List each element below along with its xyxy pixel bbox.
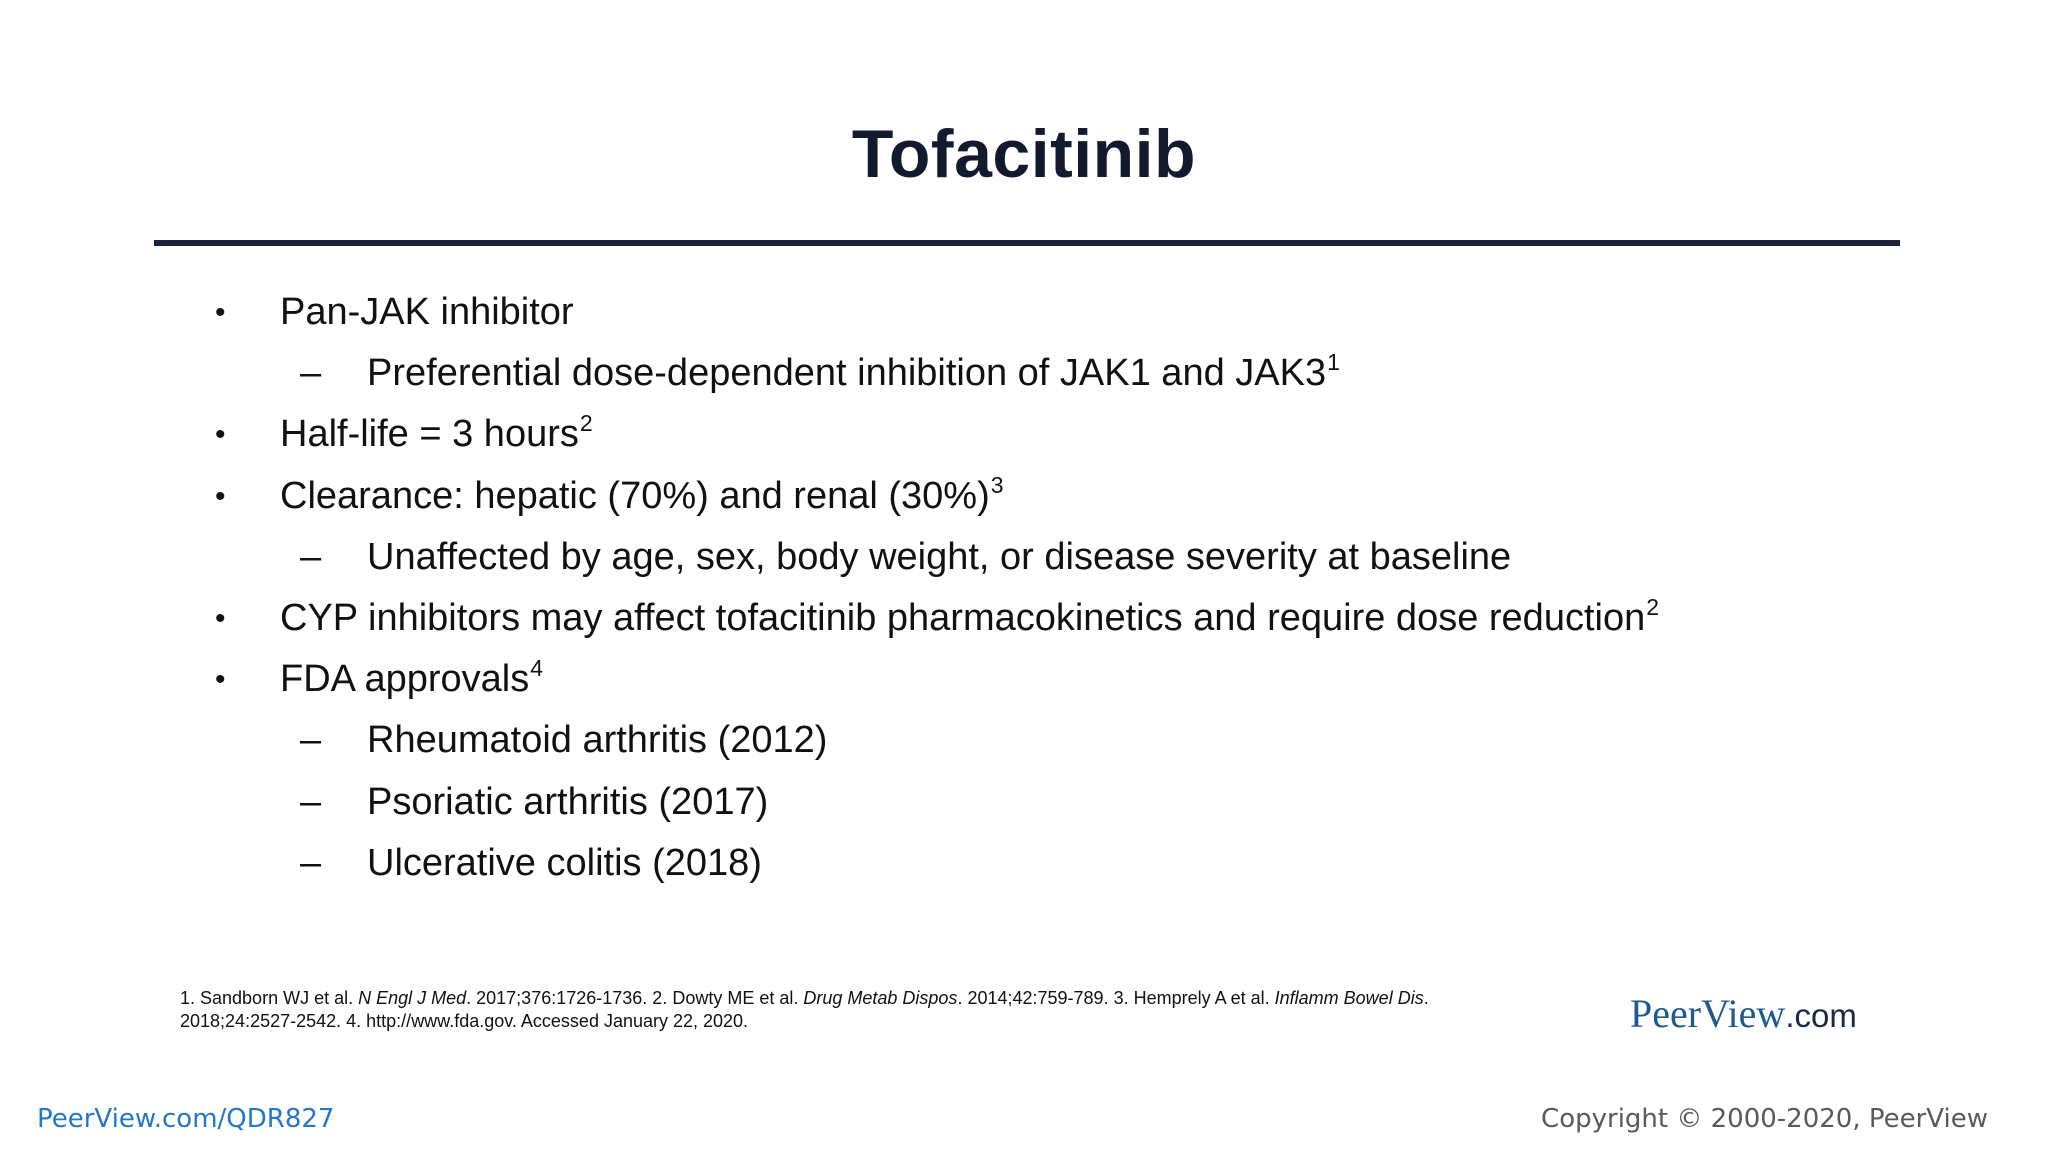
- bullet-marker: •: [215, 663, 226, 697]
- bullet-text-body: Pan-JAK inhibitor: [280, 291, 574, 333]
- logo-main-text: PeerView: [1630, 991, 1786, 1036]
- reference-superscript: 4: [530, 655, 544, 682]
- bullet-text: [367, 343, 1340, 404]
- reference-journal: Drug Metab Dispos: [803, 988, 958, 1008]
- bullet-text-body: Psoriatic arthritis (2017): [367, 780, 769, 823]
- bullet-marker: •: [215, 418, 226, 452]
- reference-journal: Inflamm Bowel Dis: [1274, 988, 1424, 1008]
- reference-text: 2018;24:2527-2542. 4. http://www.fda.gov. Accessed January 22, 2020.: [180, 1011, 749, 1031]
- dash-marker: –: [300, 841, 322, 884]
- bullet-text-body: CYP inhibitors may affect tofacitinib pharmacokinetics and require dose reduction: [280, 596, 1646, 639]
- footer-activity-link[interactable]: PeerView.com/QDR827: [37, 1104, 335, 1134]
- bullet-text: [280, 466, 1004, 527]
- bullet-text: [280, 282, 574, 343]
- sub-bullet-item: [0, 772, 2048, 833]
- reference-superscript: 3: [990, 471, 1004, 498]
- bullet-text-body: Half-life = 3 hours: [280, 413, 579, 456]
- dash-marker: –: [300, 535, 322, 578]
- bullet-text: [280, 404, 593, 465]
- bullet-text-body: Rheumatoid arthritis (2012): [367, 719, 828, 762]
- bullet-text-body: Clearance: hepatic (70%) and renal (30%): [280, 474, 990, 517]
- reference-superscript: 2: [579, 410, 593, 437]
- reference-text: . 2017;376:1726-1736. 2. Dowty ME et al.: [466, 988, 804, 1008]
- bullet-marker: •: [215, 601, 226, 635]
- bullet-marker: •: [215, 296, 226, 329]
- bullet-item: [0, 588, 2048, 649]
- footer-copyright: Copyright © 2000-2020, PeerView: [1541, 1104, 1988, 1134]
- bullet-text: [367, 833, 762, 894]
- slide-title: Tofacitinib: [851, 116, 1197, 192]
- dash-marker: –: [300, 352, 322, 395]
- bullet-text: [367, 772, 768, 833]
- bullet-text-body: Unaffected by age, sex, body weight, or disease severity at baseline: [367, 535, 1512, 578]
- references: [180, 987, 1580, 1033]
- bullet-marker: •: [215, 479, 226, 513]
- sub-bullet-item: [0, 527, 2048, 588]
- sub-bullet-item: [0, 710, 2048, 771]
- reference-superscript: 1: [1327, 349, 1340, 376]
- bullet-text: [280, 588, 1659, 649]
- logo-suffix-text: .com: [1785, 997, 1857, 1034]
- bullet-text-body: Ulcerative colitis (2018): [367, 841, 762, 884]
- dash-marker: –: [300, 780, 322, 823]
- bullet-item: [0, 282, 2048, 343]
- peerview-logo: [1630, 990, 1857, 1037]
- bullet-item: [0, 404, 2048, 465]
- title-divider: [154, 240, 1900, 246]
- reference-text: 1. Sandborn WJ et al.: [180, 988, 359, 1008]
- sub-bullet-item: [0, 833, 2048, 894]
- bullet-text: [280, 649, 543, 710]
- bullet-item: [0, 466, 2048, 527]
- bullet-text: [367, 710, 827, 771]
- bullet-text-body: FDA approvals: [280, 658, 530, 701]
- bullet-text-body: Preferential dose-dependent inhibition of JAK1 and JAK3: [367, 352, 1327, 395]
- sub-bullet-item: [0, 343, 2048, 404]
- reference-journal: N Engl J Med: [358, 988, 467, 1008]
- reference-text: .: [1423, 988, 1429, 1008]
- dash-marker: –: [300, 719, 322, 762]
- reference-superscript: 2: [1646, 593, 1660, 620]
- bullet-list: [0, 282, 2048, 894]
- reference-text: . 2014;42:759-789. 3. Hemprely A et al.: [957, 988, 1275, 1008]
- bullet-item: [0, 649, 2048, 710]
- bullet-text: [367, 527, 1511, 588]
